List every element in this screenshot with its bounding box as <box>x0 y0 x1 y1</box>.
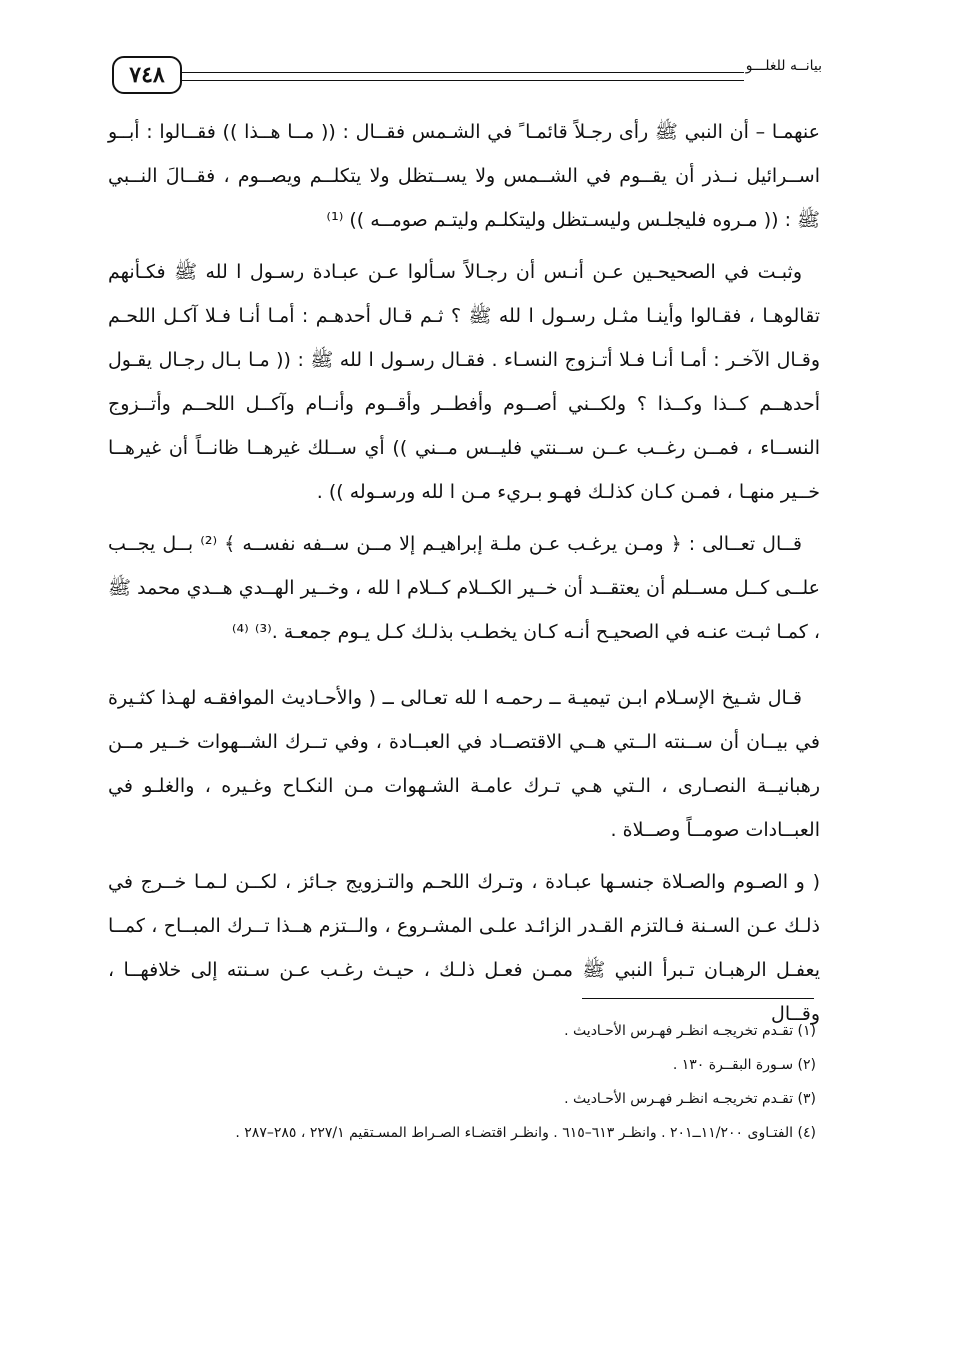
header-rule-bottom <box>182 80 744 81</box>
paragraph-three-men: وثبـت في الصحيحـين عـن أنـس أن رجـالاً سـألوا عـن عبـادة رسـول ا لله ﷺ فكـأنهم تقالوهـا ، فقـالوا وأينـا مثـل رسـول ا لله ﷺ ؟ ثـم قـال أحدهـم : أمـا أنـا فـلا آكـل اللحـم وقـال الآخـر : أمـا أنـا فـلا أتـزوج النسـاء . فقـال رسـول ا لله ﷺ : (( مـا بـال رجـال يقـول أحدهــم كــذا وكــذا ؟ ولكــني أصــوم وأفطــر وأقــوم وأنــام وآكــل اللحــم وأتــزوج النســاء ، فمــن رغــب عــن ســنتي فليــس مــني )) أي ســلك غيرهــا ظانــاً أن غيرهــا خــير منهـا ، فمـن كـان كذلـك فهـو بـريء مـن ا لله ورسـوله )) . <box>108 261 820 503</box>
paragraph-ibn-taymiyyah: قـال شـيخ الإسـلام ابـن تيميـة ــ رحمـه ا لله تعـالى ــ ( والأحـاديث الموافقـه لهـذا كثـيرة في بيــان أن ســنته الــتي هــي الاقتصــاد في العبــادة ، وفي تــرك الشــهوات خــير مــن رهبانيــة النصـارى ، الـتي هـي تـرك عامـة الشـهوات مـن النكـاح وغـيره ، والغلـو في العبــادات صومــاً وصــلاة . <box>108 687 820 841</box>
header-rule-top <box>182 72 744 73</box>
running-title: بيانــه للغلـــو <box>745 58 822 74</box>
paragraph-quran-verse: قــال تعــالى : ﴿ ومـن يرغـب عـن ملـة إبراهيـم إلا مــن ســفه نفســه ﴾ ⁽²⁾ بــل يجــب علــى كــل مســلم أن يعتقــد أن خــير الكــلام كــلام ا لله ، وخــير الهــدي هــدي محمد ﷺ ، كمـا ثبـت عنـه في الصحيـح أنـه كـان يخطـب بذلـك كـل يـوم جمعـة .⁽³⁾ ⁽⁴⁾ <box>108 533 820 643</box>
footnote-2: (٢) سـورة البقــرة ١٣٠ . <box>672 1057 816 1073</box>
footnote-3: (٣) تقـدم تخريجـه انظـر فهـرس الأحـاديث . <box>564 1091 816 1107</box>
footnote-4: (٤) الفتـاوى ١١/٢٠٠ــ٢٠١ . وانظـر ٦١٣–٦١٥ . وانظـر اقتضـاء الصـراط المسـتقيم ٢٢٧/١ ، ٢٨٥–٢٨٧ . <box>235 1125 816 1141</box>
paragraph-fasting-prayer: ( و الصـوم والصـلاة جنسـها عبـادة ، وتـرك اللحـم والتـزويج جـائز ، لكــن لـمـا خــرج في ذلـك عـن السـنة فـالتزم القـدر الزائـد علـى المشـروع ، والــتزم هــذا تــرك المبــاح ، كمــا يعفـل الرهبـان تـبرأ النبي ﷺ ممـن فعـل ذلـك ، حيـث رغـب عـن سـنته إلى خلافهــا ، وقــال <box>108 871 820 1025</box>
footnote-1: (١) تقـدم تخريجـه انظـر فهـرس الأحـاديث . <box>564 1023 816 1039</box>
paragraph-hadith-sun: عنهمـا – أن النبي ﷺ رأى رجـلاً قائمـا ً في الشـمس فقــال : (( مــا هــذا )) فقــالوا : أبــو اســرائيل نــذر أن يقــوم في الشــمس ولا يســتظل ولا يتكلــم ويصــوم ، فقــالَ النــبي ﷺ : (( مـروه فليجلـس وليسـتظل وليتكلـم وليتـم صومــه )) ⁽¹⁾ <box>108 121 820 231</box>
footnote-separator <box>582 998 814 999</box>
body-text <box>108 110 820 654</box>
footnotes <box>100 1014 816 1150</box>
page-number: ٧٤٨ <box>112 56 182 94</box>
body-text-continued <box>108 676 820 1036</box>
page-header <box>108 52 822 98</box>
